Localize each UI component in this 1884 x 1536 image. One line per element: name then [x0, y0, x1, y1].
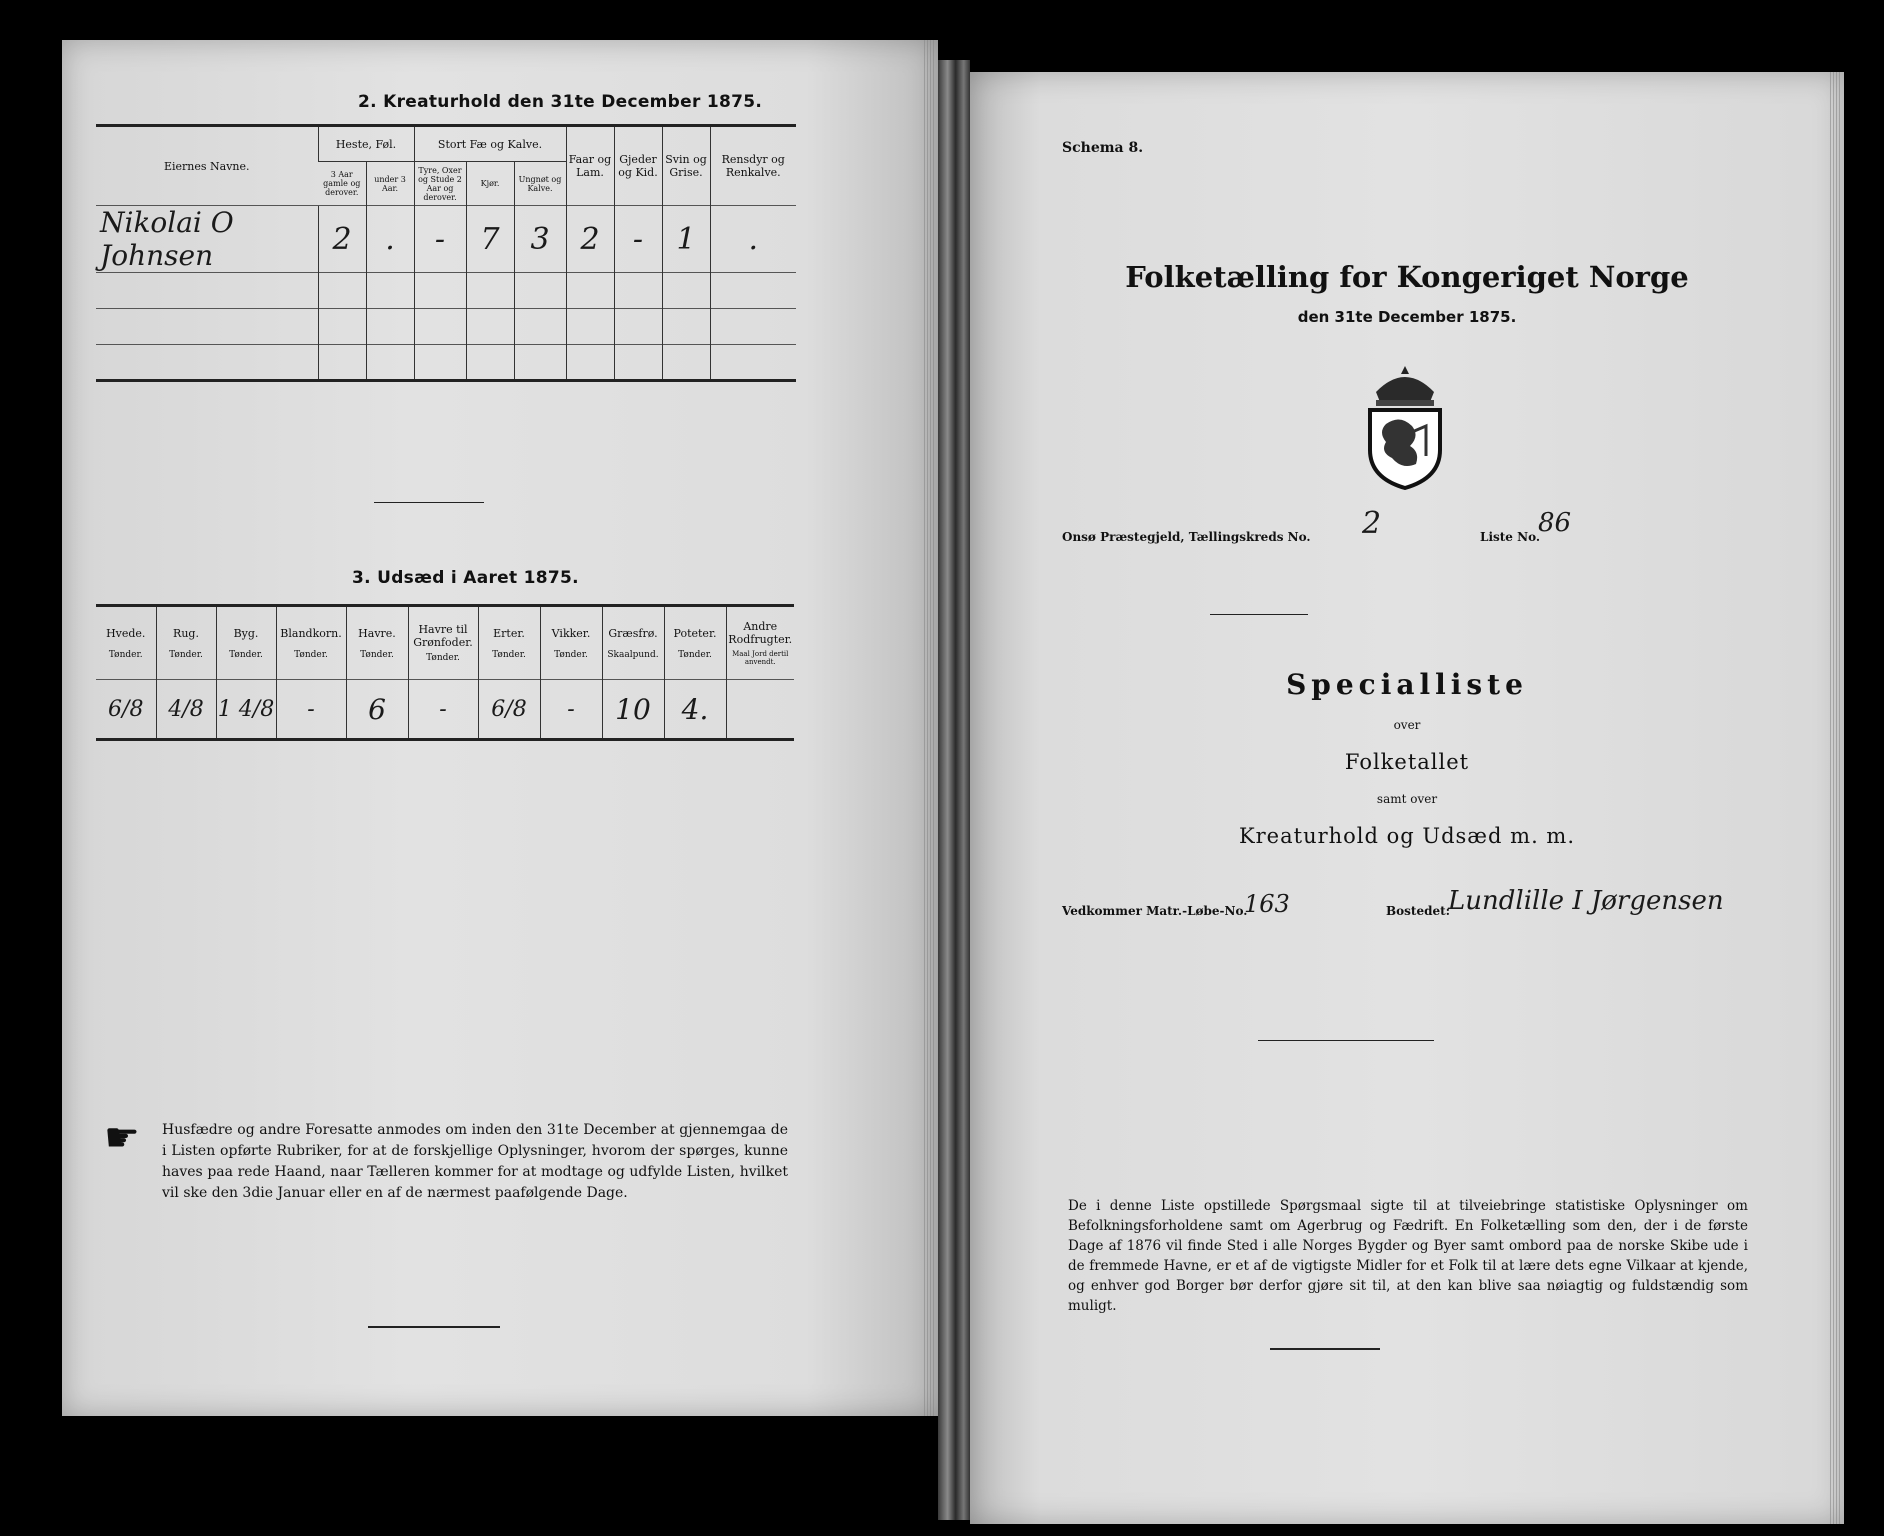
- divider: [1258, 1040, 1434, 1041]
- sowing-header: Hvede. Tønder.: [106, 626, 146, 660]
- list-label: Liste No.: [1480, 530, 1541, 544]
- date-line: den 31te December 1875.: [1297, 308, 1517, 326]
- parish-name: Onsø: [1062, 530, 1096, 544]
- matr-number: 163: [1244, 890, 1290, 918]
- coat-of-arms-icon: [1346, 362, 1464, 490]
- header-owner: Eiernes Navne.: [96, 126, 318, 206]
- divider: [1210, 614, 1308, 615]
- header-sheep: Faar og Lam.: [566, 126, 614, 206]
- samt-over-text: samt over: [1376, 792, 1438, 806]
- sowing-header: Poteter. Tønder.: [664, 606, 726, 680]
- sowing-cell: 4.: [664, 680, 726, 740]
- bosted-label: Bostedet:: [1386, 904, 1451, 918]
- header-reindeer: Rensdyr og Renkalve.: [710, 126, 796, 206]
- sowing-header: Rug. Tønder.: [156, 606, 216, 680]
- bosted-value: Lundlille I Jørgensen: [1448, 886, 1724, 916]
- footer-text: De i denne Liste opstillede Spørgsmaal sigte til at tilveiebringe statistiske Oplysninger om Befolkningsforholdene samt om Agerbrug og Fædrift. En Folketælling som den, der i de første Dage af 1876 vil finde Sted i alle Norges Bygder og Byer samt ombord paa de norske Skibe ude i de fremmede Havne, er et af de vigtigste Midler for et Folk til at lære dets egne Vilkaar at kjende, og enhver god Borger bør derfor gjøre sit til, at den kan blive saa nøiagtig og fuldstændig som muligt.: [1068, 1198, 1748, 1314]
- section2-title: 2. Kreaturhold den 31te December 1875.: [358, 92, 763, 112]
- circle-label: Tællingskreds No.: [1188, 530, 1311, 544]
- sowing-header: Havre til Grønfoder. Tønder.: [408, 606, 478, 680]
- right-page: [970, 72, 1844, 1524]
- livestock-cell: .: [366, 206, 414, 273]
- sowing-cell: 6/8: [478, 680, 540, 740]
- kreatur-line: Kreaturhold og Udsæd m. m.: [1238, 824, 1576, 848]
- header-horses: Heste, Føl.: [318, 126, 414, 162]
- sowing-header: Græsfrø. Skaalpund.: [602, 606, 664, 680]
- sowing-header-row: [96, 606, 794, 680]
- sowing-header: Havre. Tønder.: [346, 606, 408, 680]
- sowing-header: Andre Rodfrugter. Maal Jord dertil anvendt.: [726, 606, 794, 680]
- list-number: 86: [1538, 508, 1572, 538]
- divider: [1270, 1348, 1380, 1350]
- sowing-cell: 10: [602, 680, 664, 740]
- schema-label: Schema 8.: [1062, 140, 1144, 156]
- sowing-cell: 6: [346, 680, 408, 740]
- livestock-row: [96, 206, 796, 273]
- header-pigs: Svin og Grise.: [662, 126, 710, 206]
- sowing-cell: -: [408, 680, 478, 740]
- livestock-cell: .: [710, 206, 796, 273]
- circle-number: 2: [1362, 506, 1382, 541]
- folketallet-text: Folketallet: [1344, 750, 1470, 774]
- livestock-cell: 7: [466, 206, 514, 273]
- sowing-cell: [726, 680, 794, 740]
- sowing-cell: 1 4/8: [216, 680, 276, 740]
- livestock-cell: -: [614, 206, 662, 273]
- special-title: Specialliste: [1286, 668, 1528, 701]
- notice-text: Husfædre og andre Foresatte anmodes om inden den 31te December at gjennemgaa de i Listen opførte Rubriker, for at de forskjellige Oplysninger, hvorom der spørges, kunne haves paa rede Haand, naar Tælleren kommer for at modtage og udfylde Listen, hvilket vil ske den 3die Januar eller en af de nærmest paafølgende Dage.: [162, 1122, 788, 1201]
- page-edge: [924, 40, 934, 1416]
- book-gutter: [938, 60, 970, 1520]
- header-calves: Ungnøt og Kalve.: [514, 162, 566, 206]
- header-cows: Kjør.: [466, 162, 514, 206]
- livestock-cell: 1: [662, 206, 710, 273]
- header-horses-young: under 3 Aar.: [366, 162, 414, 206]
- sowing-header: Erter. Tønder.: [478, 606, 540, 680]
- livestock-cell: -: [414, 206, 466, 273]
- sowing-header: Byg. Tønder.: [216, 606, 276, 680]
- district-line: [1062, 530, 1311, 544]
- section3-title: 3. Udsæd i Aaret 1875.: [352, 568, 579, 588]
- livestock-table: [96, 124, 796, 382]
- sowing-cell: -: [276, 680, 346, 740]
- livestock-cell: 3: [514, 206, 566, 273]
- divider: [368, 1326, 500, 1328]
- livestock-cell: 2: [318, 206, 366, 273]
- sowing-cell: 4/8: [156, 680, 216, 740]
- header-cattle: Stort Fæ og Kalve.: [414, 126, 566, 162]
- header-bulls: Tyre, Oxer og Stude 2 Aar og derover.: [414, 162, 466, 206]
- divider: [374, 502, 484, 503]
- header-goats: Gjeder og Kid.: [614, 126, 662, 206]
- left-page: [62, 40, 938, 1416]
- sowing-row: [96, 680, 794, 740]
- sowing-header: Vikker. Tønder.: [540, 606, 602, 680]
- sowing-cell: 6/8: [96, 680, 156, 740]
- header-horses-old: 3 Aar gamle og derover.: [323, 170, 361, 197]
- pointing-hand-icon: ☛: [104, 1115, 140, 1161]
- owner-name: Nikolai O Johnsen: [96, 206, 318, 273]
- parish-label: Præstegjeld,: [1100, 530, 1185, 544]
- main-title: Folketælling for Kongeriget Norge: [1125, 260, 1689, 294]
- sowing-header: Blandkorn. Tønder.: [276, 606, 346, 680]
- over-text: over: [1393, 718, 1421, 732]
- livestock-cell: 2: [566, 206, 614, 273]
- sowing-table: [96, 604, 794, 741]
- matr-label: Vedkommer Matr.-Løbe-No.: [1062, 904, 1248, 918]
- sowing-cell: -: [540, 680, 602, 740]
